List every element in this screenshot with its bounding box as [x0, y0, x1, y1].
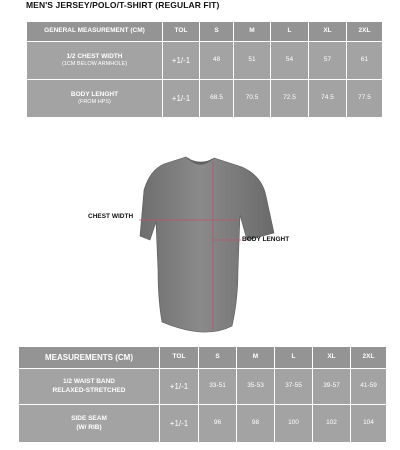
row-label-main: SIDE SEAM — [71, 415, 107, 423]
cell-value: 39-57 — [312, 368, 350, 404]
header-size-s: S — [199, 21, 233, 41]
row-tol: +1/-1 — [162, 79, 199, 117]
cell-value: 100 — [274, 404, 312, 442]
row-label — [18, 404, 159, 442]
cell-value: 70.5 — [233, 79, 270, 117]
row-label-sub: (1CM BELOW ARMHOLE) — [61, 61, 128, 68]
cell-value: 68.5 — [199, 79, 233, 117]
header-tol: TOL — [159, 346, 198, 368]
cell-value: 54 — [270, 41, 308, 79]
row-label-main: BODY LENGHT — [70, 91, 119, 98]
row-tol: +1/-1 — [159, 404, 198, 442]
header-size-l: L — [270, 21, 308, 41]
row-label — [18, 368, 159, 404]
table-row — [18, 404, 386, 442]
cell-value: 72.5 — [270, 79, 308, 117]
page-title: MEN'S JERSEY/POLO/T-SHIRT (REGULAR FIT) — [26, 0, 220, 10]
table-header-row — [18, 346, 386, 368]
header-size-2xl: 2XL — [346, 21, 382, 41]
cell-value: 74.5 — [308, 79, 346, 117]
row-label-main: 1/2 WAIST BAND — [62, 378, 115, 386]
row-tol: +1/-1 — [162, 41, 199, 79]
header-size-xl: XL — [308, 21, 346, 41]
tshirt-icon — [140, 157, 274, 332]
row-label-sub: (FROM HPS) — [78, 99, 111, 106]
cell-value: 98 — [236, 404, 274, 442]
header-label: MEASUREMENTS (CM) — [18, 346, 159, 368]
cell-value: 33-51 — [198, 368, 236, 404]
header-tol: TOL — [162, 21, 199, 41]
cell-value: 102 — [312, 404, 350, 442]
cell-value: 57 — [308, 41, 346, 79]
cell-value: 61 — [346, 41, 382, 79]
row-label-main: 1/2 CHEST WIDTH — [66, 53, 123, 60]
measurements-table — [18, 346, 386, 442]
cell-value: 48 — [199, 41, 233, 79]
cell-value: 35-53 — [236, 368, 274, 404]
header-label: GENERAL MEASUREMENT (CM) — [26, 21, 162, 41]
header-size-xl: XL — [312, 346, 350, 368]
header-size-s: S — [198, 346, 236, 368]
header-size-m: M — [236, 346, 274, 368]
cell-value: 51 — [233, 41, 270, 79]
row-label-sub: (W/ RIB) — [76, 423, 102, 431]
header-size-m: M — [233, 21, 270, 41]
row-tol: +1/-1 — [159, 368, 198, 404]
cell-value: 104 — [350, 404, 386, 442]
cell-value: 37-55 — [274, 368, 312, 404]
cell-value: 96 — [198, 404, 236, 442]
row-label-sub: RELAXED-STRETCHED — [52, 386, 126, 394]
body-length-label: BODY LENGHT — [242, 236, 290, 243]
cell-value: 41-59 — [350, 368, 386, 404]
chest-width-label: CHEST WIDTH — [88, 213, 134, 220]
header-size-l: L — [274, 346, 312, 368]
table-row — [18, 368, 386, 404]
cell-value: 77.5 — [346, 79, 382, 117]
header-size-2xl: 2XL — [350, 346, 386, 368]
